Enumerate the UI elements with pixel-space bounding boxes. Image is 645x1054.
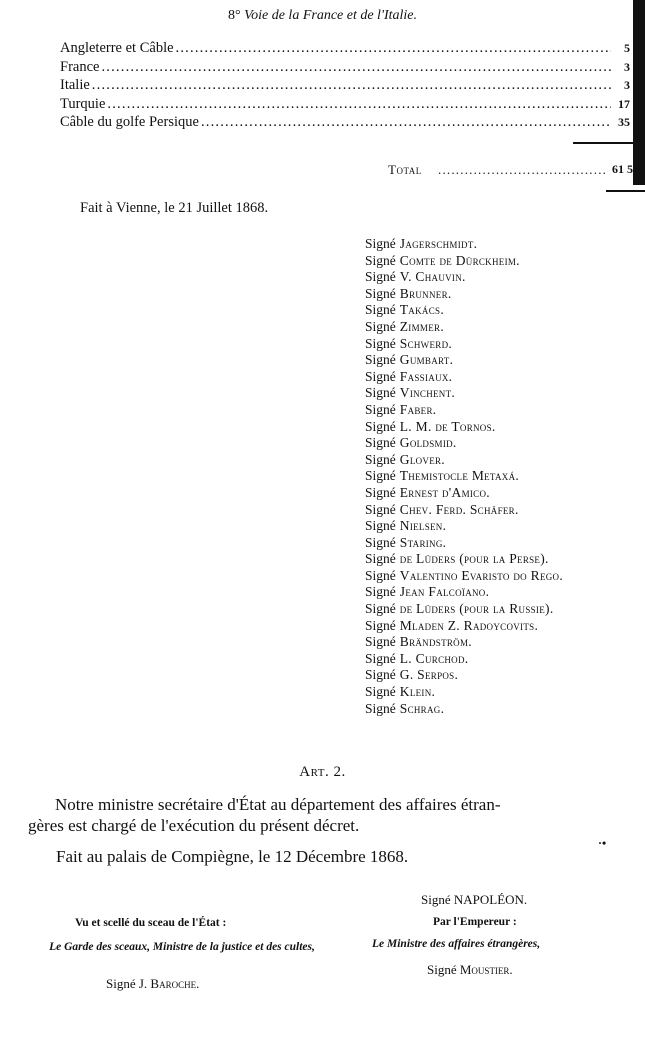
cost-value: 17 5o — [618, 96, 645, 111]
emperor-signature: Signé NAPOLÉON. — [421, 892, 528, 907]
signatory-name: Takács. — [399, 302, 444, 318]
decree-line-3: Fait au palais de Compiègne, le 12 Décembre 1868. — [56, 847, 409, 866]
signatory-name: Glover. — [399, 451, 445, 467]
signature-line — [365, 452, 563, 469]
signature-line — [365, 667, 563, 684]
signatory-name: Gumbart. — [399, 352, 454, 368]
leader-dots — [107, 96, 611, 113]
signatory-name: Themistocle Metaxá. — [399, 468, 520, 484]
signatory-name: Ernest d'Amico. — [399, 484, 490, 500]
signature-prefix: Signé — [365, 236, 396, 251]
signature-line — [365, 701, 563, 718]
signature-prefix: Signé — [365, 252, 396, 268]
cost-value: 5 oo — [624, 41, 645, 55]
signature-prefix: Signé — [365, 418, 396, 434]
minister-name: Moustier. — [459, 962, 513, 977]
seal-statement: Vu et scellé du sceau de l'État : — [75, 917, 227, 929]
signature-line — [365, 568, 563, 585]
signature-line — [365, 253, 563, 270]
signatory-name: Staring. — [399, 534, 447, 550]
signatory-name: Fassiaux. — [399, 368, 453, 384]
signature-prefix: Signé — [365, 601, 396, 617]
signatory-name: L. M. de Tornos. — [399, 418, 496, 434]
cost-row — [60, 40, 645, 59]
signature-line — [365, 402, 563, 419]
signatory-name: Comte de Dürckheim. — [399, 252, 520, 268]
justice-minister-signature — [106, 976, 199, 992]
signatory-name: L. Curchod. — [399, 650, 469, 666]
total-label: Total — [388, 162, 422, 177]
signature-prefix: Signé — [365, 451, 396, 467]
signature-line — [365, 369, 563, 386]
signature-line — [365, 319, 563, 336]
signature-line — [365, 601, 563, 618]
cost-label: France — [60, 58, 100, 75]
signature-prefix: Signé — [365, 468, 396, 484]
signature-line — [365, 485, 563, 502]
signature-prefix: Signé — [365, 401, 396, 417]
signature-line — [365, 302, 563, 319]
signatory-name: Jagerschmidt. — [399, 236, 478, 251]
route-number: 8° — [228, 8, 241, 23]
signature-line — [365, 286, 563, 303]
signature-prefix: Signé — [365, 634, 396, 650]
foreign-minister-title: Le Ministre des affaires étrangères, — [372, 938, 541, 950]
cost-value: 3 oo — [624, 78, 645, 92]
cost-label: Turquie — [60, 95, 106, 112]
by-the-emperor: Par l'Empereur : — [433, 916, 517, 928]
signature-prefix: Signé — [365, 584, 396, 600]
cost-value: 3 oo — [624, 59, 645, 74]
signature-prefix: Signé — [365, 484, 396, 500]
signature-prefix: Signé — [365, 551, 396, 567]
signature-prefix: Signé — [365, 285, 396, 301]
signatory-name: Faber. — [399, 401, 437, 417]
signature-line — [365, 502, 563, 519]
signature-line — [365, 419, 563, 436]
cost-row — [60, 114, 645, 133]
signatory-name: Valentino Evaristo do Rego. — [399, 567, 564, 583]
signatory-name: Zimmer. — [399, 318, 444, 334]
route-heading — [0, 8, 645, 24]
signatory-name: Nielsen. — [399, 518, 447, 534]
signatory-name: Chev. Ferd. Schäfer. — [399, 501, 519, 517]
signature-line — [365, 551, 563, 568]
signature-prefix: Signé — [365, 667, 396, 683]
signature-line — [365, 352, 563, 369]
signature-prefix: Signé — [365, 617, 396, 633]
signature-line — [365, 468, 563, 485]
signatory-name: de Lüders (pour la Russie). — [399, 601, 554, 617]
article-heading: Art. 2. — [299, 764, 346, 780]
signature-prefix: Signé — [365, 534, 396, 550]
leader-dots — [176, 40, 611, 57]
decree-line-1: Notre ministre secrétaire d'État au département des affaires étran- — [55, 795, 501, 814]
signatory-name: Goldsmid. — [399, 435, 457, 451]
minister-signature-prefix: Signé — [427, 962, 457, 977]
signature-line — [365, 385, 563, 402]
place-date: Fait à Vienne, le 21 Juillet 1868. — [80, 200, 269, 216]
signature-line — [365, 535, 563, 552]
signature-line — [365, 584, 563, 601]
signatory-name: Klein. — [399, 684, 436, 700]
ink-mark: ·• — [598, 836, 607, 850]
signatory-name: Jean Falcoïano. — [399, 584, 490, 600]
signatory-name: V. Chauvin. — [399, 269, 466, 285]
signature-prefix: Signé — [365, 567, 396, 583]
signatory-name: de Lüders (pour la Perse). — [399, 551, 549, 567]
cost-value: 35 oo — [618, 115, 645, 129]
keeper-of-seals-title: Le Garde des sceaux, Ministre de la justice et des cultes, — [49, 941, 315, 953]
total-rule-bottom — [606, 190, 645, 192]
signature-prefix: Signé — [365, 518, 396, 534]
signature-prefix: Signé — [365, 352, 396, 368]
cost-row — [60, 96, 645, 115]
cost-row — [60, 77, 645, 96]
signatory-name: Schwerd. — [399, 335, 453, 351]
justice-signature-prefix: Signé J. — [106, 976, 148, 991]
foreign-minister-signature — [427, 962, 513, 978]
leader-dots — [92, 77, 611, 94]
signature-prefix: Signé — [365, 269, 396, 285]
signature-prefix: Signé — [365, 335, 396, 351]
signatory-name: Brändström. — [399, 634, 472, 650]
signatory-name: Mladen Z. Radoycovits. — [399, 617, 539, 633]
leader-dots — [201, 114, 611, 131]
signature-line — [365, 435, 563, 452]
signatory-name: G. Serpos. — [399, 667, 459, 683]
decree-line-2: gères est chargé de l'exécution du présent décret. — [28, 816, 360, 835]
cost-label: Angleterre et Câble — [60, 40, 174, 56]
cost-label: Italie — [60, 77, 90, 93]
signatory-name: Brunner. — [399, 285, 452, 301]
signature-line — [365, 634, 563, 651]
signature-prefix: Signé — [365, 501, 396, 517]
signature-prefix: Signé — [365, 435, 396, 451]
signature-prefix: Signé — [365, 385, 396, 401]
justice-minister-name: Baroche. — [150, 976, 200, 991]
signature-prefix: Signé — [365, 684, 396, 700]
signature-list — [365, 236, 563, 717]
total-leader-dots — [438, 162, 606, 178]
leader-dots — [101, 59, 611, 76]
cost-list — [60, 40, 645, 133]
signature-line — [365, 236, 563, 253]
signature-prefix: Signé — [365, 700, 396, 716]
signature-line — [365, 618, 563, 635]
signature-line — [365, 651, 563, 668]
signature-line — [365, 684, 563, 701]
signatory-name: Vinchent. — [399, 385, 456, 401]
signatory-name: Schrag. — [399, 700, 445, 716]
total-rule-top — [573, 142, 645, 144]
signature-line — [365, 518, 563, 535]
signature-prefix: Signé — [365, 650, 396, 666]
signature-line — [365, 336, 563, 353]
signature-prefix: Signé — [365, 302, 396, 318]
route-title: Voie de la France et de l'Italie. — [244, 8, 417, 23]
cost-row — [60, 59, 645, 78]
cost-label: Câble du golfe Persique — [60, 114, 199, 130]
signature-prefix: Signé — [365, 318, 396, 334]
signature-line — [365, 269, 563, 286]
total-value: 61 5 — [612, 162, 633, 176]
signature-prefix: Signé — [365, 368, 396, 384]
